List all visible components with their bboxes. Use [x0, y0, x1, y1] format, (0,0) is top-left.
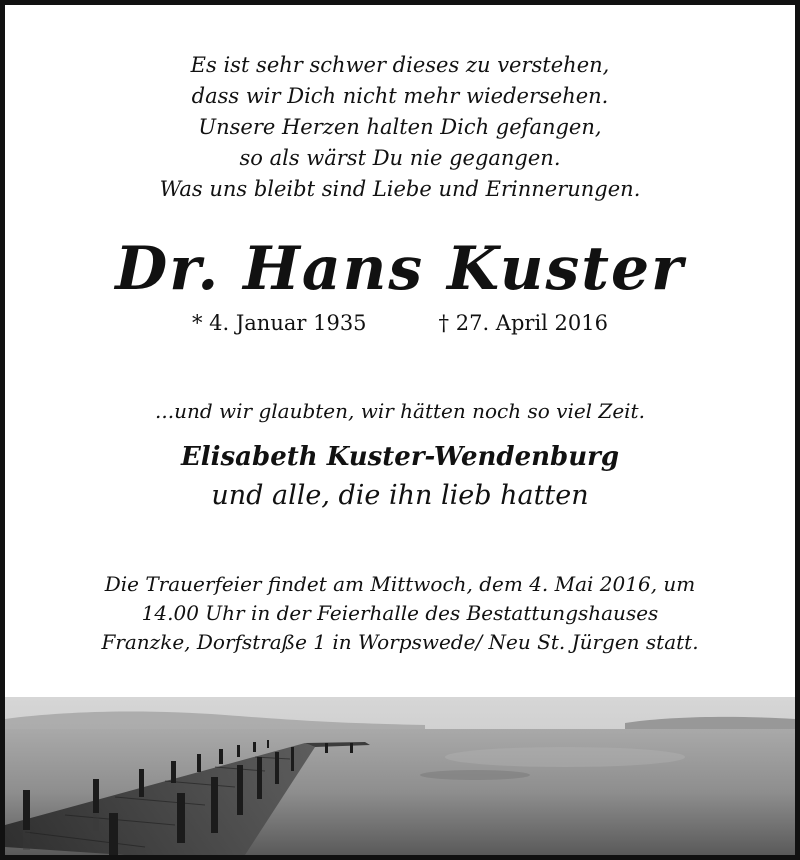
jetty-lake-photo	[5, 697, 795, 855]
quote: ...und wir glaubten, wir hätten noch so viel Zeit.	[155, 399, 645, 423]
birth-date: * 4. Januar 1935	[191, 311, 367, 335]
service-line: Franzke, Dorfstraße 1 in Worpswede/ Neu St. Jürgen statt.	[101, 630, 699, 654]
service-line: Die Trauerfeier findet am Mittwoch, dem 4. Mai 2016, um	[104, 572, 696, 596]
deceased-name: Dr. Hans Kuster	[115, 234, 685, 304]
service-line: 14.00 Uhr in der Feierhalle des Bestattungshauses	[141, 601, 659, 625]
mourner-name: Elisabeth Kuster-Wendenburg	[180, 442, 620, 472]
poem-line: so als wärst Du nie gegangen.	[239, 146, 561, 170]
poem	[5, 50, 795, 205]
poem-line: Was uns bleibt sind Liebe und Erinnerungen.	[159, 177, 641, 201]
poem-line: dass wir Dich nicht mehr wiedersehen.	[191, 84, 609, 108]
death-date: † 27. April 2016	[438, 311, 608, 335]
funeral-service-info	[5, 570, 795, 657]
poem-line: Unsere Herzen halten Dich gefangen,	[198, 115, 602, 139]
poem-line: Es ist sehr schwer dieses zu verstehen,	[190, 53, 610, 77]
mourners-others: und alle, die ihn lieb hatten	[211, 480, 589, 511]
life-dates	[5, 308, 795, 338]
